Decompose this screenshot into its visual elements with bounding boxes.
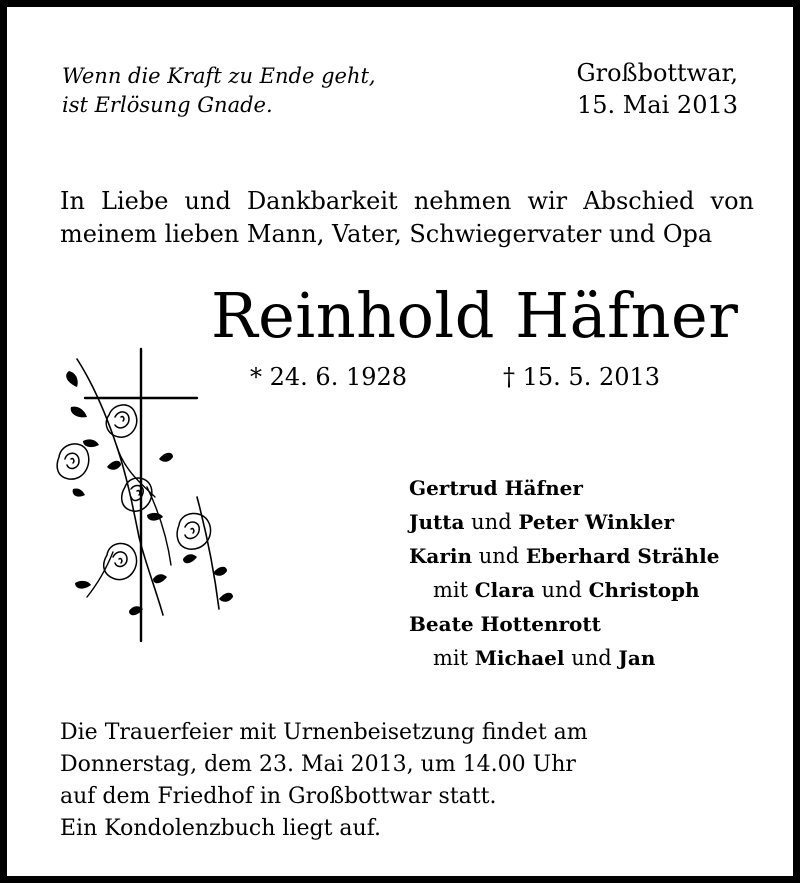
preposition: mit [433, 578, 469, 602]
intro-line-2: meinem lieben Mann, Vater, Schwiegervater und Opa [60, 220, 713, 248]
intro-line-1: In Liebe und Dankbarkeit nehmen wir Abschied von [60, 187, 754, 215]
birth-date: * 24. 6. 1928 [250, 363, 408, 391]
mourner-row [409, 505, 719, 539]
funeral-line-3: auf dem Friedhof in Großbottwar statt. [60, 784, 497, 809]
mourner-name: Gertrud Häfner [409, 476, 583, 500]
mourner-name: Karin [409, 544, 473, 568]
mourner-row [409, 573, 719, 607]
mourner-name: Jutta [409, 510, 465, 534]
date: 15. Mai 2013 [576, 91, 738, 119]
funeral-line-1: Die Trauerfeier mit Urnenbeisetzung findet am [60, 720, 588, 745]
cross-with-roses-icon [47, 347, 237, 647]
conjunction: und [471, 510, 512, 534]
place: Großbottwar, [576, 59, 738, 87]
mourner-row [409, 471, 719, 505]
mourner-name: Jan [618, 646, 656, 670]
mourner-row [409, 539, 719, 573]
mourner-row [409, 641, 719, 675]
mourner-name: Christoph [588, 578, 700, 602]
mourner-name: Michael [474, 646, 565, 670]
mourners-list [409, 471, 719, 675]
mourner-name: Eberhard Strähle [525, 544, 720, 568]
conjunction: und [571, 646, 612, 670]
intro-text [60, 185, 754, 251]
place-date [576, 57, 738, 121]
motto-line-1: Wenn die Kraft zu Ende geht, [62, 64, 376, 88]
funeral-line-4: Ein Kondolenzbuch liegt auf. [60, 816, 382, 841]
preposition: mit [433, 646, 469, 670]
mourner-name: Beate Hottenrott [409, 612, 601, 636]
mourner-name: Peter Winkler [518, 510, 674, 534]
deceased-name: Reinhold Häfner [211, 279, 739, 352]
funeral-line-2: Donnerstag, dem 23. Mai 2013, um 14.00 Uhr [60, 752, 576, 777]
mourner-name: Clara [474, 578, 535, 602]
death-date: † 15. 5. 2013 [503, 363, 661, 391]
conjunction: und [478, 544, 520, 568]
mourner-row [409, 607, 719, 641]
funeral-notice [60, 717, 588, 845]
motto-line-2: ist Erlösung Gnade. [62, 93, 273, 117]
conjunction: und [541, 578, 582, 602]
motto [62, 62, 376, 120]
